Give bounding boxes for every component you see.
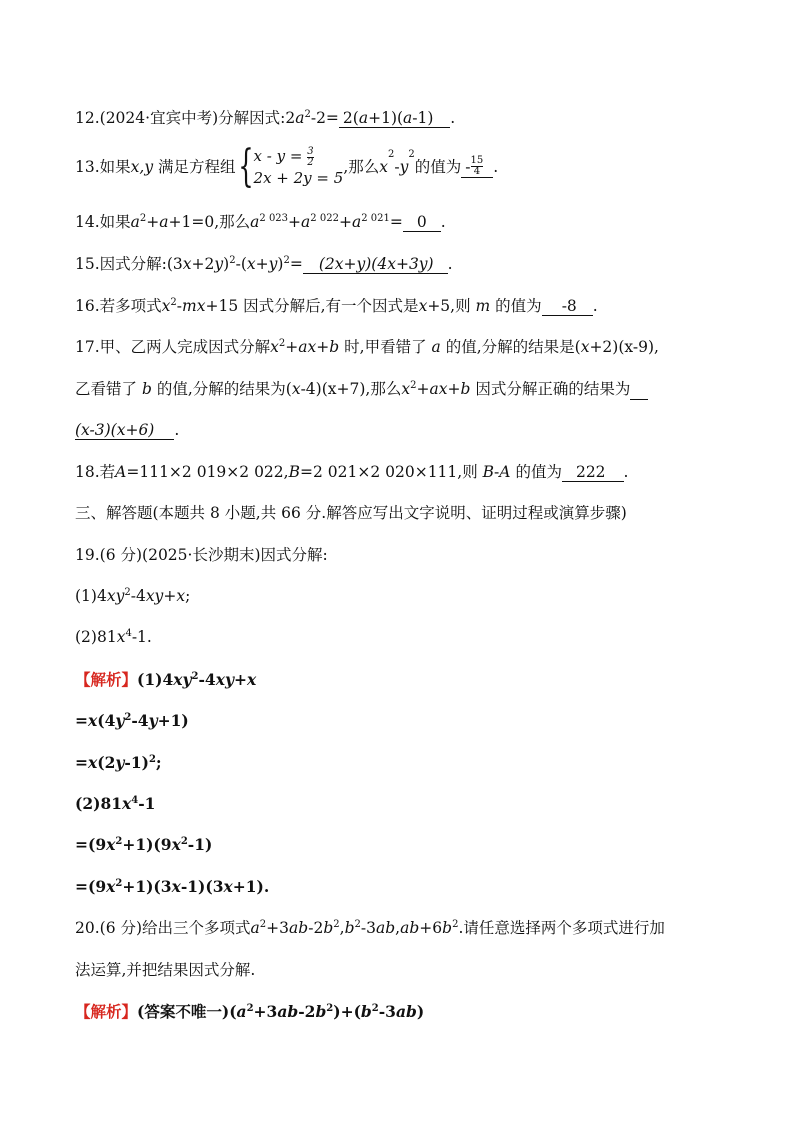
equation-system-brace: { bbox=[237, 141, 254, 192]
solution-19-line-6: $=(9x^2+1)(3x-1)(3x+1)$. bbox=[75, 877, 270, 896]
answer-14: 0 bbox=[403, 214, 441, 232]
question-19-title: 19.(6 分)(2025·长沙期末)因式分解: bbox=[75, 546, 328, 564]
question-14: 14.如果$a^2+a+1=0$,那么$a^{2 023}+a^{2 022}+a^{2 021}= 0$ . bbox=[75, 213, 446, 231]
answer-12: 2(a+1)(a-1) bbox=[339, 110, 450, 128]
question-15: 15.因式分解$:(3x+2y)^2-(x+y)^2= (2x+y)(4x+3y)$ . bbox=[75, 255, 453, 273]
question-17-line-3: (x-3)(x+6) . bbox=[75, 421, 180, 439]
question-19-part-1: $(1)4xy^2-4xy+x$; bbox=[75, 587, 191, 605]
equation-system: x - y = $\frac{3}{2}$ 2x + 2y = 5 bbox=[253, 145, 344, 187]
question-16: 16.若多项式$x^2-mx+15$ 因式分解后,有一个因式是x+5,则 m 的值为 -8 . bbox=[75, 297, 598, 315]
question-20-line-1: 20.(6 分)给出三个多项式$a^2+3ab-2b^2,b^2-3ab,ab+6b^2$.请任意选择两个多项式进行加 bbox=[75, 919, 665, 937]
solution-19-line-2: $=x(4y^2-4y+1)$ bbox=[75, 711, 189, 730]
question-12: 12.(2024·宜宾中考)分解因式$:2a^2-2= 2(a+1)(a-1)$ . bbox=[75, 109, 456, 127]
question-17-line-1: 17.甲、乙两人完成因式分解$x^2+ax+b$ 时,甲看错了 a 的值,分解的结果是(x+2)(x-9), bbox=[75, 338, 659, 356]
solution-19-line-3: $=x(2y-1)^2$; bbox=[75, 753, 162, 772]
answer-18: 222 bbox=[562, 464, 624, 482]
answer-17: (x-3)(x+6) bbox=[75, 422, 174, 440]
solution-19-line-5: $=(9x^2+1)(9x^2-1)$ bbox=[75, 835, 213, 854]
answer-13: - $\frac{15}{4}$ bbox=[461, 156, 493, 179]
solution-tag: 【解析】 bbox=[75, 1003, 138, 1021]
solution-19-line-1: 【解析】$(1)4xy^2-4xy+x$ bbox=[75, 670, 257, 689]
answer-16: -8 bbox=[542, 298, 593, 316]
question-17-line-2: 乙看错了 b 的值,分解的结果为(x-4)(x+7),那么$x^2+ax+b$ 因式分解正确的结果为 bbox=[75, 379, 734, 400]
solution-19-line-4: $(2)81x^4-1$ bbox=[75, 794, 156, 813]
solution-20-line-1: 【解析】(答案不唯一)$(a^2+3ab-2b^2)+(b^2-3ab)$ bbox=[75, 1002, 425, 1021]
question-18: 18.若A=111×2 019×2 022,B=2 021×2 020×111,则 B-A 的值为 222 . bbox=[75, 463, 629, 481]
question-19-part-2: $(2)81x^4-1$. bbox=[75, 628, 152, 646]
section-3-heading: 三、解答题(本题共 8 小题,共 66 分.解答应写出文字说明、证明过程或演算步骤) bbox=[75, 504, 627, 522]
answer-15: (2x+y)(4x+3y) bbox=[303, 256, 448, 274]
question-13: 13.如果x,y 满足方程组{ x - y = $\frac{3}{2}$ 2x + 2y = 5 ,那么$x^2-y^2$的值为 - $\frac{15}{4}$ . bbox=[75, 141, 499, 192]
solution-tag: 【解析】 bbox=[75, 671, 138, 689]
question-20-line-2: 法运算,并把结果因式分解. bbox=[75, 961, 256, 979]
